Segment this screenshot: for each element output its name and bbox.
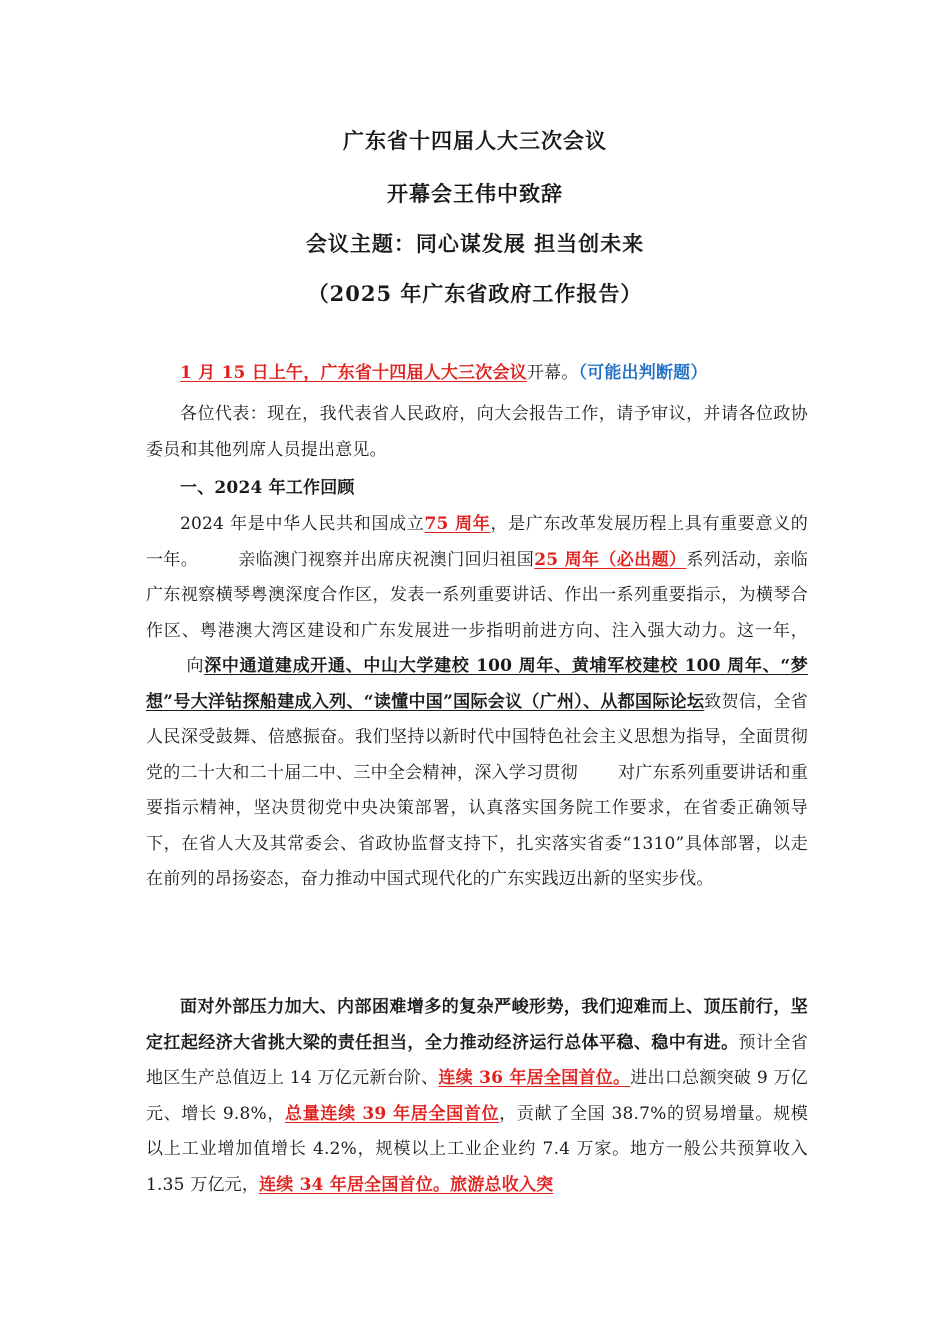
highlight-date: 1 月 15 日上午，广东省十四届人大三次会议 [180, 363, 527, 383]
review-text-1: 2024 年是中华人民共和国成立 [180, 514, 425, 534]
section-heading-text: 一、2024 年工作回顾 [180, 478, 355, 498]
economy-bold-lead: 面对外部压力加大、内部困难增多的复杂严峻形势，我们迎难而上、顶压前行，坚定扛起经济大省挑大梁的责任担当，全力推动经济运行总体平稳、稳中有进。 [146, 997, 808, 1053]
opening-text: 开幕。 [526, 363, 579, 383]
title-line-1: 广东省十四届人大三次会议 [343, 128, 607, 153]
review-text-6: 致贺信，全省人民深受鼓舞、倍感振奋。我们坚持以新时代中国特色社会主义思想为指导，全面贯彻党的二十大和二十届二中、三中全会精神，深入学习贯彻 [146, 691, 808, 783]
paragraph-review [146, 507, 808, 898]
paragraph-address [146, 397, 808, 468]
address-text: 各位代表：现在，我代表省人民政府，向大会报告工作，请予审议，并请各位政协委员和其他列席人员提出意见。 [146, 404, 808, 460]
highlight-75: 75 周年 [424, 514, 491, 534]
title-line-2: 开幕会王伟中致辞 [387, 181, 563, 206]
economy-text-1: 预计全省地区生产总值迈上 14 万亿元新台阶、 [146, 1032, 808, 1088]
paragraph-economy [146, 990, 808, 1203]
economy-text-2: 进出口总额突破 9 万亿元、增长 9.8%， [146, 1068, 808, 1124]
title-line-3: 会议主题：同心谋发展 担当创未来 [305, 231, 645, 256]
exam-note: （可能出判断题） [578, 363, 708, 383]
paragraph-opening [146, 356, 808, 392]
section-heading [146, 471, 808, 507]
review-text-5: 向 [186, 656, 205, 676]
review-text-7: 对广东系列重要讲话和重要指示精神，坚决贯彻党中央决策部署，认真落实国务院工作要求，在省委正确领导下，在省人大及其常委会、省政协监督支持下，扎实落实省委“1310”具体部署，以走在前列的昂扬姿态，奋力推动中国式现代化的广东实践迈出新的坚实步伐。 [146, 762, 809, 889]
economy-text-3: ，贡献了全国 38.7%的贸易增量。规模以上工业增加值增长 4.2%，规模以上工业企业约 7.4 万家。地方一般公共预算收入 1.35 万亿元， [146, 1103, 808, 1195]
review-text-4: 系列活动，亲临广东视察横琴粤澳深度合作区，发表一系列重要讲话、作出一系列重要指示，为横琴合作区、粤港澳大湾区建设和广东发展进一步指明前进方向、注入强大动力。这一年， [146, 549, 808, 641]
highlight-trade: 总量连续 39 年居全国首位 [285, 1103, 500, 1124]
highlight-revenue: 连续 34 年居全国首位。旅游总收入突 [259, 1174, 554, 1195]
underlined-events: 深中通道建成开通、中山大学建校 100 周年、黄埔军校建校 100 周年、“梦想”号大洋钻探船建成入列、“读懂中国”国际会议（广州）、从都国际论坛 [146, 656, 808, 712]
review-text-2: ，是广东改革发展历程上具有重要意义的一年。 [146, 514, 808, 570]
review-text-3: 亲临澳门视察并出席庆祝澳门回归祖国 [238, 549, 535, 570]
title-line-4: （2025 年广东省政府工作报告） [307, 281, 643, 306]
highlight-gdp: 连续 36 年居全国首位。 [438, 1068, 631, 1088]
highlight-25: 25 周年（必出题） [534, 549, 687, 570]
